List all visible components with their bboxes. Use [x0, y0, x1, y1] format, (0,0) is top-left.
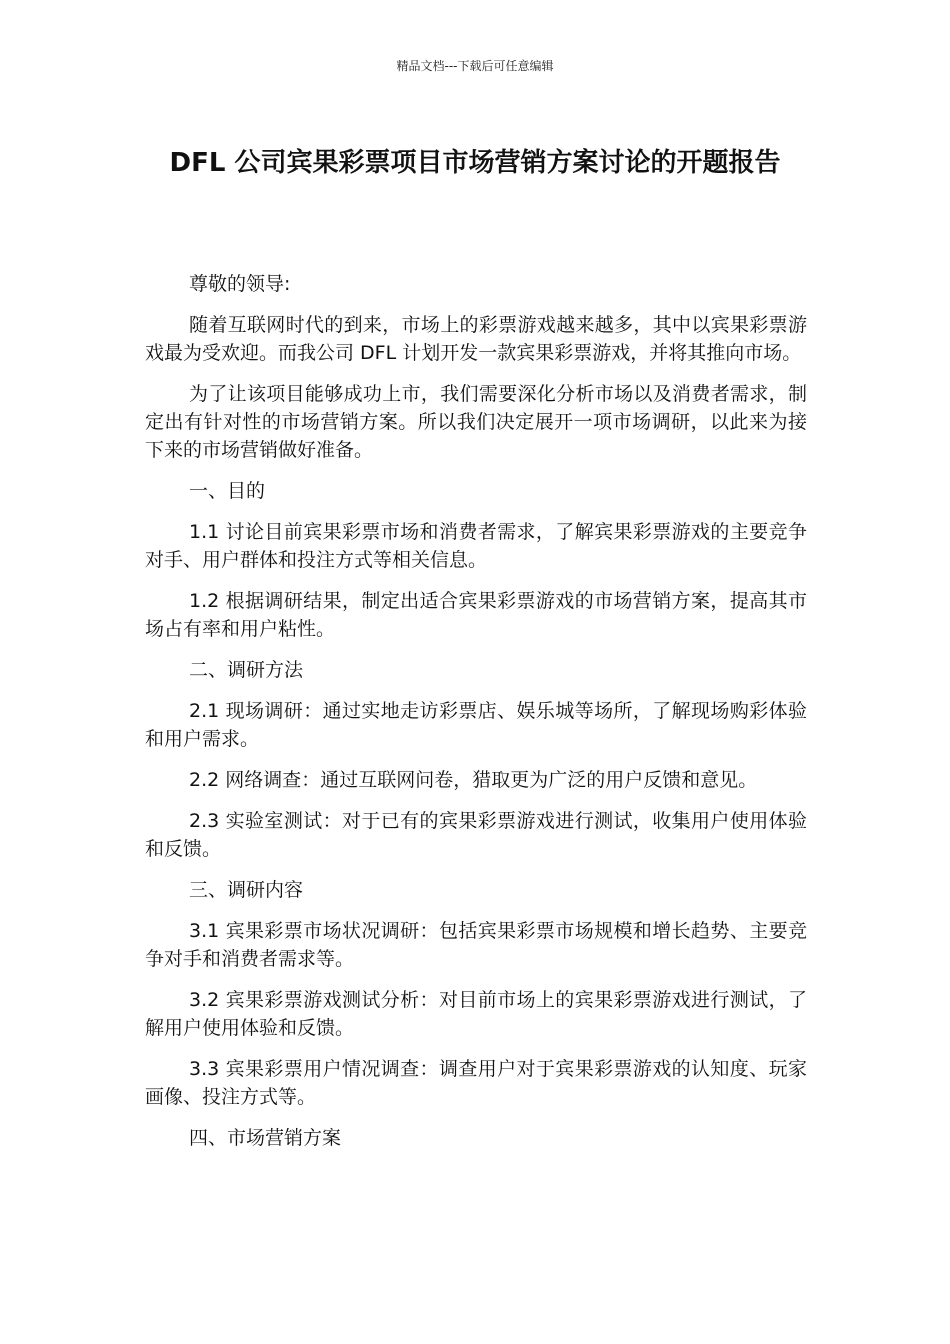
- section-heading-objectives: 一、目的: [189, 480, 266, 502]
- item-2-2: 2.2 网络调查：通过互联网问卷，猎取更为广泛的用户反馈和意见。: [189, 769, 758, 791]
- document-body: [145, 270, 807, 1165]
- item-1-1: 1.1 讨论目前宾果彩票市场和消费者需求，了解宾果彩票游戏的主要竞争对手、用户群体和投注方式等相关信息。: [145, 521, 807, 571]
- item-3-2: 3.2 宾果彩票游戏测试分析：对目前市场上的宾果彩票游戏进行测试，了解用户使用体验和反馈。: [145, 989, 807, 1039]
- section-heading-methods: 二、调研方法: [189, 659, 304, 681]
- item-3-3: 3.3 宾果彩票用户情况调查：调查用户对于宾果彩票游戏的认知度、玩家画像、投注方式等。: [145, 1058, 807, 1108]
- header-note: 精品文档---下载后可任意编辑: [396, 59, 554, 73]
- intro-paragraph: 随着互联网时代的到来，市场上的彩票游戏越来越多，其中以宾果彩票游戏最为受欢迎。而我公司 DFL 计划开发一款宾果彩票游戏，并将其推向市场。: [145, 314, 807, 364]
- purpose-paragraph: 为了让该项目能够成功上市，我们需要深化分析市场以及消费者需求，制定出有针对性的市场营销方案。所以我们决定展开一项市场调研，以此来为接下来的市场营销做好准备。: [145, 383, 807, 461]
- document-title: DFL 公司宾果彩票项目市场营销方案讨论的开题报告: [169, 148, 781, 178]
- item-2-1: 2.1 现场调研：通过实地走访彩票店、娱乐城等场所，了解现场购彩体验和用户需求。: [145, 700, 807, 750]
- salutation: 尊敬的领导:: [189, 273, 291, 295]
- item-1-2: 1.2 根据调研结果，制定出适合宾果彩票游戏的市场营销方案，提高其市场占有率和用户粘性。: [145, 590, 807, 640]
- item-2-3: 2.3 实验室测试：对于已有的宾果彩票游戏进行测试，收集用户使用体验和反馈。: [145, 810, 807, 860]
- section-heading-marketing-plan: 四、市场营销方案: [189, 1127, 342, 1149]
- section-heading-content: 三、调研内容: [189, 879, 304, 901]
- item-3-1: 3.1 宾果彩票市场状况调研：包括宾果彩票市场规模和增长趋势、主要竞争对手和消费者需求等。: [145, 920, 807, 970]
